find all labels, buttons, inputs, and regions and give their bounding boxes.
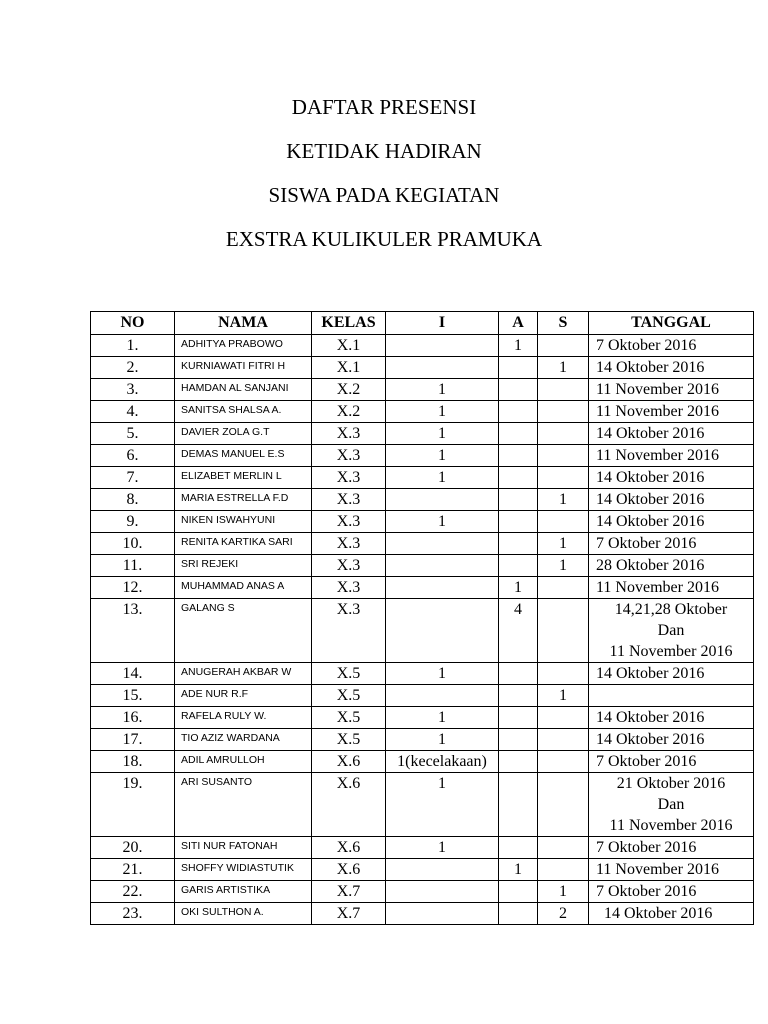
tanggal-line: 11 November 2016 <box>596 381 719 398</box>
tanggal-line: 14 Oktober 2016 <box>596 905 713 922</box>
table-row <box>91 445 754 467</box>
cell-tanggal <box>589 511 754 533</box>
tanggal-line: 28 Oktober 2016 <box>596 557 705 574</box>
table-row <box>91 837 754 859</box>
cell-s <box>538 445 589 467</box>
cell-kelas: X.6 <box>312 837 386 859</box>
cell-s: 1 <box>538 685 589 707</box>
table-row <box>91 489 754 511</box>
header-no: NO <box>91 312 175 335</box>
cell-nama: KURNIAWATI FITRI H <box>175 357 312 379</box>
cell-no: 3. <box>91 379 175 401</box>
tanggal-line: 7 Oktober 2016 <box>596 535 697 552</box>
tanggal-line: 11 November 2016 <box>596 861 719 878</box>
cell-no: 9. <box>91 511 175 533</box>
cell-kelas: X.7 <box>312 903 386 925</box>
cell-s <box>538 599 589 663</box>
cell-nama: HAMDAN AL SANJANI <box>175 379 312 401</box>
cell-kelas: X.3 <box>312 445 386 467</box>
table-row <box>91 467 754 489</box>
cell-a <box>499 379 538 401</box>
cell-tanggal <box>589 751 754 773</box>
cell-i: 1 <box>386 423 499 445</box>
cell-s <box>538 423 589 445</box>
table-row <box>91 707 754 729</box>
cell-i <box>386 533 499 555</box>
cell-tanggal <box>589 335 754 357</box>
cell-nama: RENITA KARTIKA SARI <box>175 533 312 555</box>
cell-tanggal <box>589 663 754 685</box>
cell-a <box>499 685 538 707</box>
tanggal-line: 11 November 2016 <box>596 403 719 420</box>
cell-i: 1 <box>386 729 499 751</box>
tanggal-line: 11 November 2016 <box>609 817 733 834</box>
cell-nama: ADHITYA PRABOWO <box>175 335 312 357</box>
table-row <box>91 751 754 773</box>
cell-i <box>386 577 499 599</box>
tanggal-line: Dan <box>657 622 685 639</box>
cell-tanggal <box>589 533 754 555</box>
cell-s <box>538 751 589 773</box>
cell-s <box>538 401 589 423</box>
cell-no: 15. <box>91 685 175 707</box>
cell-nama: DAVIER ZOLA G.T <box>175 423 312 445</box>
table-row <box>91 423 754 445</box>
cell-tanggal <box>589 577 754 599</box>
tanggal-line: 14 Oktober 2016 <box>596 491 705 508</box>
header-i: I <box>386 312 499 335</box>
cell-a <box>499 663 538 685</box>
cell-s <box>538 335 589 357</box>
cell-s <box>538 577 589 599</box>
cell-kelas: X.3 <box>312 489 386 511</box>
cell-i <box>386 335 499 357</box>
cell-a: 1 <box>499 577 538 599</box>
tanggal-line: 14,21,28 Oktober <box>614 601 728 618</box>
tanggal-line: 14 Oktober 2016 <box>596 513 705 530</box>
cell-kelas: X.3 <box>312 467 386 489</box>
header-tanggal: TANGGAL <box>589 312 754 335</box>
title-line-4: EXSTRA KULIKULER PRAMUKA <box>225 227 543 251</box>
cell-tanggal <box>589 881 754 903</box>
table-row <box>91 577 754 599</box>
cell-s: 1 <box>538 489 589 511</box>
tanggal-line: 14 Oktober 2016 <box>596 731 705 748</box>
cell-i: 1 <box>386 401 499 423</box>
cell-tanggal <box>589 837 754 859</box>
table-row <box>91 379 754 401</box>
cell-nama: ARI SUSANTO <box>175 773 312 837</box>
cell-kelas: X.5 <box>312 729 386 751</box>
cell-s: 1 <box>538 555 589 577</box>
cell-s: 2 <box>538 903 589 925</box>
cell-nama: ADIL AMRULLOH <box>175 751 312 773</box>
tanggal-line: 7 Oktober 2016 <box>596 883 697 900</box>
cell-nama: GALANG S <box>175 599 312 663</box>
tanggal-line: 11 November 2016 <box>596 447 719 464</box>
cell-tanggal <box>589 445 754 467</box>
table-row <box>91 859 754 881</box>
cell-a <box>499 707 538 729</box>
tanggal-line: 21 Oktober 2016 <box>616 775 726 792</box>
cell-no: 21. <box>91 859 175 881</box>
cell-no: 12. <box>91 577 175 599</box>
cell-a <box>499 467 538 489</box>
cell-a <box>499 729 538 751</box>
cell-a <box>499 555 538 577</box>
title-line-1: DAFTAR PRESENSI <box>291 95 477 119</box>
cell-i <box>386 357 499 379</box>
cell-a <box>499 837 538 859</box>
cell-tanggal <box>589 685 754 707</box>
cell-no: 6. <box>91 445 175 467</box>
cell-no: 2. <box>91 357 175 379</box>
cell-no: 20. <box>91 837 175 859</box>
table-row <box>91 773 754 837</box>
cell-no: 4. <box>91 401 175 423</box>
cell-nama: SANITSA SHALSA A. <box>175 401 312 423</box>
cell-kelas: X.5 <box>312 707 386 729</box>
cell-tanggal <box>589 599 754 663</box>
cell-nama: ADE NUR R.F <box>175 685 312 707</box>
cell-i <box>386 859 499 881</box>
header-nama: NAMA <box>175 312 312 335</box>
cell-s <box>538 379 589 401</box>
cell-kelas: X.3 <box>312 511 386 533</box>
cell-kelas: X.6 <box>312 859 386 881</box>
header-s: S <box>538 312 589 335</box>
cell-kelas: X.3 <box>312 533 386 555</box>
cell-kelas: X.5 <box>312 663 386 685</box>
cell-nama: TIO AZIZ WARDANA <box>175 729 312 751</box>
cell-no: 8. <box>91 489 175 511</box>
cell-no: 10. <box>91 533 175 555</box>
cell-kelas: X.5 <box>312 685 386 707</box>
cell-s <box>538 707 589 729</box>
cell-no: 23. <box>91 903 175 925</box>
table-row <box>91 729 754 751</box>
cell-s <box>538 859 589 881</box>
cell-i: 1 <box>386 445 499 467</box>
cell-nama: MARIA ESTRELLA F.D <box>175 489 312 511</box>
cell-kelas: X.2 <box>312 379 386 401</box>
cell-s: 1 <box>538 881 589 903</box>
cell-a <box>499 533 538 555</box>
cell-kelas: X.3 <box>312 555 386 577</box>
cell-tanggal <box>589 401 754 423</box>
cell-nama: MUHAMMAD ANAS A <box>175 577 312 599</box>
table-row <box>91 533 754 555</box>
cell-no: 1. <box>91 335 175 357</box>
cell-i <box>386 903 499 925</box>
cell-tanggal <box>589 357 754 379</box>
cell-kelas: X.7 <box>312 881 386 903</box>
cell-tanggal <box>589 423 754 445</box>
cell-s <box>538 467 589 489</box>
cell-no: 11. <box>91 555 175 577</box>
cell-no: 22. <box>91 881 175 903</box>
tanggal-line: 7 Oktober 2016 <box>596 753 697 770</box>
cell-i: 1 <box>386 511 499 533</box>
cell-s <box>538 663 589 685</box>
cell-s <box>538 729 589 751</box>
cell-nama: ELIZABET MERLIN L <box>175 467 312 489</box>
cell-no: 17. <box>91 729 175 751</box>
title-line-3: SISWA PADA KEGIATAN <box>268 183 500 207</box>
tanggal-line: 11 November 2016 <box>609 643 733 660</box>
table-row <box>91 335 754 357</box>
cell-no: 13. <box>91 599 175 663</box>
cell-kelas: X.6 <box>312 751 386 773</box>
cell-i <box>386 489 499 511</box>
cell-a: 4 <box>499 599 538 663</box>
tanggal-line: 7 Oktober 2016 <box>596 839 697 856</box>
table-body <box>91 335 754 925</box>
cell-tanggal <box>589 555 754 577</box>
cell-i: 1 <box>386 379 499 401</box>
cell-nama: OKI SULTHON A. <box>175 903 312 925</box>
cell-nama: SRI REJEKI <box>175 555 312 577</box>
cell-kelas: X.1 <box>312 335 386 357</box>
tanggal-line: 11 November 2016 <box>596 579 719 596</box>
cell-no: 18. <box>91 751 175 773</box>
cell-a <box>499 773 538 837</box>
tanggal-line: Dan <box>657 796 685 813</box>
table-row <box>91 685 754 707</box>
cell-a <box>499 903 538 925</box>
table-row <box>91 663 754 685</box>
cell-no: 16. <box>91 707 175 729</box>
table-row <box>91 881 754 903</box>
cell-i: 1 <box>386 837 499 859</box>
cell-s <box>538 511 589 533</box>
cell-kelas: X.2 <box>312 401 386 423</box>
cell-a <box>499 881 538 903</box>
cell-tanggal <box>589 859 754 881</box>
tanggal-line: 14 Oktober 2016 <box>596 425 705 442</box>
cell-nama: RAFELA RULY W. <box>175 707 312 729</box>
cell-i <box>386 881 499 903</box>
cell-i: 1 <box>386 773 499 837</box>
document-title-block <box>0 88 768 264</box>
cell-i: 1 <box>386 707 499 729</box>
table-row <box>91 357 754 379</box>
cell-a <box>499 445 538 467</box>
cell-kelas: X.3 <box>312 577 386 599</box>
table-row <box>91 511 754 533</box>
cell-nama: ANUGERAH AKBAR W <box>175 663 312 685</box>
cell-nama: GARIS ARTISTIKA <box>175 881 312 903</box>
cell-a <box>499 751 538 773</box>
cell-a <box>499 489 538 511</box>
table-row <box>91 555 754 577</box>
cell-kelas: X.3 <box>312 423 386 445</box>
cell-s <box>538 837 589 859</box>
cell-no: 7. <box>91 467 175 489</box>
cell-tanggal <box>589 707 754 729</box>
cell-no: 19. <box>91 773 175 837</box>
table-row <box>91 599 754 663</box>
cell-a <box>499 357 538 379</box>
cell-tanggal <box>589 467 754 489</box>
tanggal-line: 14 Oktober 2016 <box>596 359 705 376</box>
header-a: A <box>499 312 538 335</box>
tanggal-line: 14 Oktober 2016 <box>596 665 705 682</box>
cell-a: 1 <box>499 859 538 881</box>
header-kelas: KELAS <box>312 312 386 335</box>
cell-i <box>386 599 499 663</box>
attendance-table <box>90 311 754 925</box>
cell-a <box>499 511 538 533</box>
tanggal-line: 14 Oktober 2016 <box>596 709 705 726</box>
cell-no: 14. <box>91 663 175 685</box>
cell-tanggal <box>589 729 754 751</box>
cell-nama: NIKEN ISWAHYUNI <box>175 511 312 533</box>
cell-nama: DEMAS MANUEL E.S <box>175 445 312 467</box>
cell-kelas: X.6 <box>312 773 386 837</box>
cell-s: 1 <box>538 357 589 379</box>
title-line-2: KETIDAK HADIRAN <box>286 139 482 163</box>
cell-tanggal <box>589 489 754 511</box>
cell-s: 1 <box>538 533 589 555</box>
tanggal-line: 7 Oktober 2016 <box>596 337 697 354</box>
cell-no: 5. <box>91 423 175 445</box>
cell-i: 1 <box>386 467 499 489</box>
tanggal-line: 14 Oktober 2016 <box>596 469 705 486</box>
cell-i: 1 <box>386 663 499 685</box>
table-header-row <box>91 312 754 335</box>
cell-kelas: X.1 <box>312 357 386 379</box>
cell-i <box>386 555 499 577</box>
cell-nama: SITI NUR FATONAH <box>175 837 312 859</box>
cell-kelas: X.3 <box>312 599 386 663</box>
cell-i <box>386 685 499 707</box>
cell-i: 1(kecelakaan) <box>386 751 499 773</box>
cell-a <box>499 401 538 423</box>
table-row <box>91 903 754 925</box>
cell-a: 1 <box>499 335 538 357</box>
cell-tanggal <box>589 773 754 837</box>
cell-tanggal <box>589 379 754 401</box>
table-row <box>91 401 754 423</box>
cell-nama: SHOFFY WIDIASTUTIK <box>175 859 312 881</box>
cell-a <box>499 423 538 445</box>
cell-tanggal <box>589 903 754 925</box>
cell-s <box>538 773 589 837</box>
